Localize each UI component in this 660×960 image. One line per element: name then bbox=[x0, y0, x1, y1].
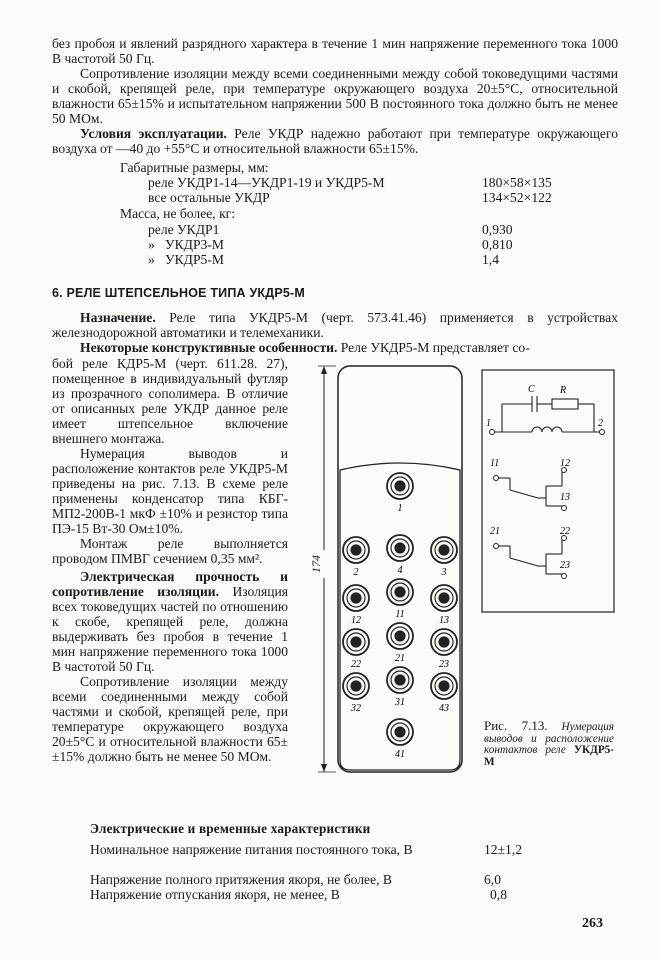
socket-pin bbox=[431, 673, 457, 714]
socket-pin-label: 12 bbox=[351, 615, 361, 626]
socket-pin-label: 2 bbox=[353, 567, 359, 578]
socket-pin bbox=[343, 585, 369, 626]
paragraph-insulation-resistance: Сопротивление изоляции между всеми соединенными между собой токоведущими частями и скобой, крепящей реле, при температуре окружающего воздуха 20±5°С, относительной влажности 65±15% и испытательном напряжении 500 В постоянного тока должно быть не менее 50 МОм. bbox=[52, 66, 618, 126]
paragraph-construction bbox=[52, 340, 618, 355]
socket-pin-label: 22 bbox=[351, 659, 361, 670]
mass-row: » УКДР3-М bbox=[148, 237, 224, 252]
char-row-3-value: 0,8 bbox=[490, 887, 507, 902]
char-row-1-label: Номинальное напряжение питания постоянного тока, В bbox=[90, 842, 413, 857]
construction-text: Реле УКДР5-М представляет со- bbox=[337, 340, 530, 355]
socket-pin bbox=[343, 673, 369, 714]
paragraph-electrical-strength bbox=[52, 569, 288, 674]
dimensions-value: 180×58×135 bbox=[482, 175, 552, 190]
figure-caption bbox=[484, 720, 614, 768]
socket-pin bbox=[343, 629, 369, 670]
dimensions-table bbox=[0, 160, 660, 270]
figure-number: Рис. 7.13. bbox=[484, 718, 548, 733]
char-row-2-value: 6,0 bbox=[484, 872, 501, 887]
top-text-block bbox=[52, 36, 618, 156]
paragraph-continued: без пробоя и явлений разрядного характера в течение 1 мин напряжение переменного тока 1000 В частотой 50 Гц. bbox=[52, 36, 618, 66]
char-row-1-value: 12±1,2 bbox=[484, 842, 523, 857]
schematic-label-12: 12 bbox=[560, 458, 570, 469]
relay-front-view-drawing bbox=[300, 360, 480, 790]
schematic-label-r: R bbox=[560, 385, 567, 396]
purpose-text: Реле типа УКДР5-М (черт. 573.41.46) применяется в устройствах железнодорожной автоматики и телемеханики. bbox=[52, 310, 618, 340]
paragraph-pin-numbering: Нумерация выводов и расположение контактов реле УКДР5-М приведены на рис. 7.13. В схеме реле применены конденсатор типа КБГ-МП2-200В-1 мкФ ±10% и резистор типа ПЭ-15 Вт-30 Ом±10%. bbox=[52, 446, 288, 536]
paragraph-casing: бой реле КДР5-М (черт. 611.28. 27), помещенное в индивидуальный футляр из прозрачного сополимера. В отличие от описанных реле УКДР данное реле имеет штепсельное включение внешнего монтажа. bbox=[52, 356, 288, 446]
socket-pin-label: 11 bbox=[395, 609, 405, 620]
dimensions-title: Габаритные размеры, мм: bbox=[120, 160, 269, 175]
socket-pin bbox=[387, 535, 413, 576]
figure-caption-model: УКДР5-М bbox=[484, 744, 614, 768]
mass-title: Масса, не более, кг: bbox=[120, 206, 236, 221]
mass-row: » УКДР5-М bbox=[148, 252, 224, 267]
socket-pin-label: 43 bbox=[439, 703, 449, 714]
purpose-block bbox=[52, 310, 618, 355]
socket-pin bbox=[387, 667, 413, 708]
operating-conditions-text: Реле УКДР надежно работают при температуре окружающего воздуха от —40 до +55°С и относительной влажности 65±15%. bbox=[52, 126, 619, 156]
pin-group bbox=[343, 473, 457, 760]
left-column bbox=[52, 356, 288, 764]
section-heading: 6. РЕЛЕ ШТЕПСЕЛЬНОЕ ТИПА УКДР5-М bbox=[52, 286, 306, 300]
figure-caption-text: Нумерация выводов и расположение контактов реле bbox=[484, 721, 614, 756]
operating-conditions-title: Условия эксплуатации. bbox=[80, 126, 227, 141]
dimension-label: 174 bbox=[309, 555, 323, 573]
schematic-label-13: 13 bbox=[560, 492, 570, 503]
electrical-strength-text: Изоляция всех токоведущих частей по отношению к скобе, крепящей реле, должна выдерживать без пробоя в течение 1 мин напряжение переменного тока 1000 В частотой 50 Гц. bbox=[52, 584, 289, 674]
socket-pin-label: 3 bbox=[441, 567, 447, 578]
socket-pin-label: 23 bbox=[439, 659, 449, 670]
mass-value: 0,810 bbox=[482, 237, 513, 252]
dimensions-row: реле УКДР1-14—УКДР1-19 и УКДР5-М bbox=[148, 175, 385, 190]
mass-row: реле УКДР1 bbox=[148, 222, 220, 237]
socket-pin bbox=[387, 473, 413, 514]
schematic-label-2: 2 bbox=[598, 418, 603, 429]
char-row-2-label: Напряжение полного притяжения якоря, не более, В bbox=[90, 872, 392, 887]
schematic-label-11: 11 bbox=[490, 458, 500, 469]
mass-value: 1,4 bbox=[482, 252, 499, 267]
schematic-label-c: C bbox=[528, 384, 535, 395]
dimensions-value: 134×52×122 bbox=[482, 190, 552, 205]
construction-title: Некоторые конструктивные особенности. bbox=[80, 340, 338, 355]
characteristics-title: Электрические и временные характеристики bbox=[90, 821, 371, 836]
paragraph-operating-conditions bbox=[52, 126, 618, 156]
electrical-strength-title: Электрическая прочность и сопротивление изоляции. bbox=[52, 569, 288, 599]
socket-pin bbox=[387, 579, 413, 620]
schematic-label-22: 22 bbox=[560, 526, 570, 537]
socket-pin-label: 31 bbox=[395, 697, 405, 708]
schematic-label-23: 23 bbox=[560, 560, 570, 571]
socket-pin bbox=[431, 629, 457, 670]
socket-pin-label: 21 bbox=[395, 653, 405, 664]
schematic-drawing bbox=[480, 368, 616, 716]
paragraph-purpose bbox=[52, 310, 618, 340]
socket-pin bbox=[431, 585, 457, 626]
socket-pin-label: 13 bbox=[439, 615, 449, 626]
dimensions-row: все остальные УКДР bbox=[148, 190, 270, 205]
schematic-label-21: 21 bbox=[490, 526, 500, 537]
schematic-label-1: 1 bbox=[486, 418, 491, 429]
socket-pin-label: 32 bbox=[351, 703, 361, 714]
page-number: 263 bbox=[582, 916, 603, 931]
socket-pin-label: 41 bbox=[395, 749, 405, 760]
paragraph-wiring: Монтаж реле выполняется проводом ПМВГ сечением 0,35 мм². bbox=[52, 536, 288, 566]
purpose-title: Назначение. bbox=[80, 310, 156, 325]
mass-value: 0,930 bbox=[482, 222, 513, 237]
char-row-3-label: Напряжение отпускания якоря, не менее, В bbox=[90, 887, 340, 902]
socket-pin bbox=[431, 537, 457, 578]
socket-pin-label: 1 bbox=[397, 503, 403, 514]
socket-pin-label: 4 bbox=[397, 565, 403, 576]
socket-pin bbox=[387, 719, 413, 760]
paragraph-resistance-2: Сопротивление изоляции между всеми соединенными между собой частями и скобой, крепящей реле, при температуре окружающего воздуха 20±5°С и относительной влажности 65±±15% должно быть не менее 50 МОм. bbox=[52, 674, 288, 764]
socket-pin bbox=[387, 623, 413, 664]
socket-pin bbox=[343, 537, 369, 578]
